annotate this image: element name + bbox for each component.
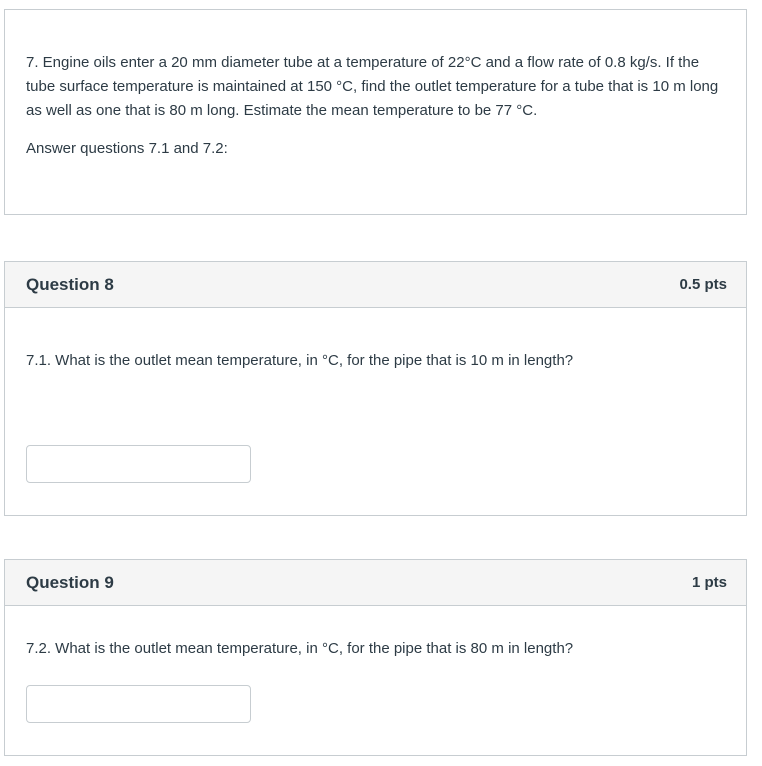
question-card-8	[4, 261, 747, 516]
stimulus-paragraph: 7. Engine oils enter a 20 mm diameter tube at a temperature of 22°C and a flow rate of 0.8 kg/s. If the tube surface temperature is maintained at 150 °C, find the outlet temperature for a tube that is 10 m long as well as one that is 80 m long. Estimate the mean temperature to be 77 °C.	[26, 54, 719, 119]
question-body	[5, 606, 746, 755]
answer-input-question-8[interactable]	[26, 445, 251, 483]
answer-input-question-9[interactable]	[26, 685, 251, 723]
question-card-9	[4, 559, 747, 756]
question-header	[5, 262, 746, 308]
question-title: Question 9	[26, 572, 114, 592]
question-body	[5, 308, 746, 515]
question-header	[5, 560, 746, 606]
question-text: 7.1. What is the outlet mean temperature, in °C, for the pipe that is 10 m in length?	[26, 352, 574, 369]
question-points: 1 pts	[691, 574, 727, 591]
stimulus-instruction: Answer questions 7.1 and 7.2:	[26, 140, 228, 157]
question-text: 7.2. What is the outlet mean temperature, in °C, for the pipe that is 80 m in length?	[26, 640, 574, 657]
stimulus-body	[5, 10, 746, 161]
question-title: Question 8	[26, 274, 114, 294]
stimulus-card	[4, 9, 747, 215]
question-points: 0.5 pts	[679, 276, 727, 293]
